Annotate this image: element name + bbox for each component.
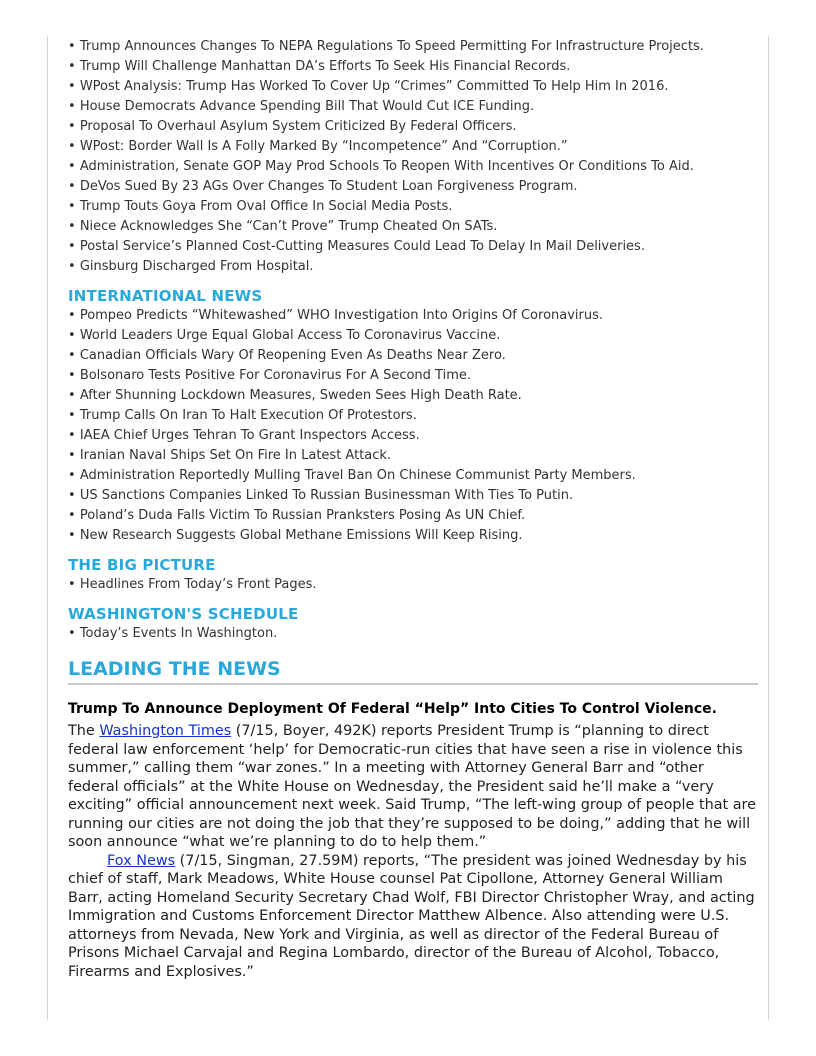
headline-item[interactable]: • Ginsburg Discharged From Hospital. xyxy=(68,259,314,274)
headline-item[interactable]: • Trump Touts Goya From Oval Office In Social Media Posts. xyxy=(68,199,453,214)
story-title: Trump To Announce Deployment Of Federal “Help” Into Cities To Control Violence. xyxy=(68,701,717,717)
page-border-right xyxy=(768,36,769,1020)
headline-item[interactable]: • House Democrats Advance Spending Bill That Would Cut ICE Funding. xyxy=(68,99,535,114)
headline-item[interactable]: • Trump Announces Changes To NEPA Regulations To Speed Permitting For Infrastructure Projects. xyxy=(68,39,704,54)
headline-item[interactable]: • WPost Analysis: Trump Has Worked To Cover Up “Crimes” Committed To Help Him In 2016. xyxy=(68,79,669,94)
headline-item[interactable]: • After Shunning Lockdown Measures, Sweden Sees High Death Rate. xyxy=(68,388,522,403)
headline-item[interactable]: • DeVos Sued By 23 AGs Over Changes To Student Loan Forgiveness Program. xyxy=(68,179,578,194)
headline-item[interactable]: • Trump Will Challenge Manhattan DA’s Efforts To Seek His Financial Records. xyxy=(68,59,571,74)
washington-schedule-heading: WASHINGTON'S SCHEDULE xyxy=(68,605,299,623)
national-headlines xyxy=(68,37,758,277)
newsletter-body xyxy=(68,37,758,981)
story-paragraph-1: The Washington Times (7/15, Boyer, 492K) reports President Trump is “planning to direct federal law enforcement ‘help’ for Democratic-run cities that have seen a rise in violence this summer,” calling them “war zones.” In a meeting with Attorney General Barr and “other federal officials” at the White House on Wednesday, the President said he’ll make a “very exciting” official announcement next week. Said Trump, “The left-wing group of people that are running our cities are not doing the job that they’re supposed to be doing,” adding that he will soon announce “what we’re planning to do to help them.” xyxy=(68,723,757,850)
international-headlines xyxy=(68,306,758,546)
leading-the-news-heading: LEADING THE NEWS xyxy=(68,656,758,685)
page-border-left xyxy=(47,36,48,1020)
headline-item[interactable]: • Niece Acknowledges She “Can’t Prove” Trump Cheated On SATs. xyxy=(68,219,498,234)
headline-item[interactable]: • World Leaders Urge Equal Global Access To Coronavirus Vaccine. xyxy=(68,328,501,343)
international-news-heading: INTERNATIONAL NEWS xyxy=(68,287,263,305)
headline-item[interactable]: • Administration, Senate GOP May Prod Schools To Reopen With Incentives Or Conditions To Aid. xyxy=(68,159,694,174)
story-paragraph-2: Fox News (7/15, Singman, 27.59M) reports, “The president was joined Wednesday by his chief of staff, Mark Meadows, White House counsel Pat Cipollone, Attorney General William Barr, acting Homeland Security Secretary Chad Wolf, FBI Director Christopher Wray, and acting Immigration and Customs Enforcement Director Matthew Albence. Also attending were U.S. attorneys from Nevada, New York and Virginia, as well as director of the Federal Bureau of Prisons Michael Carvajal and Regina Lombardo, director of the Bureau of Alcohol, Tobacco, Firearms and Explosives.” xyxy=(68,852,755,980)
headline-item[interactable]: • Pompeo Predicts “Whitewashed” WHO Investigation Into Origins Of Coronavirus. xyxy=(68,308,604,323)
headline-item[interactable]: • Headlines From Today’s Front Pages. xyxy=(68,577,317,592)
headline-item[interactable]: • IAEA Chief Urges Tehran To Grant Inspectors Access. xyxy=(68,428,420,443)
headline-item[interactable]: • Iranian Naval Ships Set On Fire In Latest Attack. xyxy=(68,448,392,463)
headline-item[interactable]: • Postal Service’s Planned Cost-Cutting Measures Could Lead To Delay In Mail Deliveries. xyxy=(68,239,645,254)
headline-item[interactable]: • Trump Calls On Iran To Halt Execution Of Protestors. xyxy=(68,408,417,423)
headline-item[interactable]: • New Research Suggests Global Methane Emissions Will Keep Rising. xyxy=(68,528,523,543)
headline-item[interactable]: • Poland’s Duda Falls Victim To Russian Pranksters Posing As UN Chief. xyxy=(68,508,526,523)
big-picture-heading: THE BIG PICTURE xyxy=(68,556,216,574)
headline-item[interactable]: • Canadian Officials Wary Of Reopening Even As Deaths Near Zero. xyxy=(68,348,506,363)
fox-news-link[interactable]: Fox News xyxy=(107,852,176,869)
headline-item[interactable]: • Bolsonaro Tests Positive For Coronavirus For A Second Time. xyxy=(68,368,472,383)
headline-item[interactable]: • US Sanctions Companies Linked To Russian Businessman With Ties To Putin. xyxy=(68,488,574,503)
big-picture-headlines xyxy=(68,575,758,595)
headline-item[interactable]: • Administration Reportedly Mulling Travel Ban On Chinese Communist Party Members. xyxy=(68,468,636,483)
washington-times-link[interactable]: Washington Times xyxy=(99,723,232,739)
headline-item[interactable]: • Proposal To Overhaul Asylum System Criticized By Federal Officers. xyxy=(68,119,517,134)
schedule-headlines xyxy=(68,624,758,644)
headline-item[interactable]: • WPost: Border Wall Is A Folly Marked By “Incompetence” And “Corruption.” xyxy=(68,139,568,154)
headline-item[interactable]: • Today’s Events In Washington. xyxy=(68,626,278,641)
